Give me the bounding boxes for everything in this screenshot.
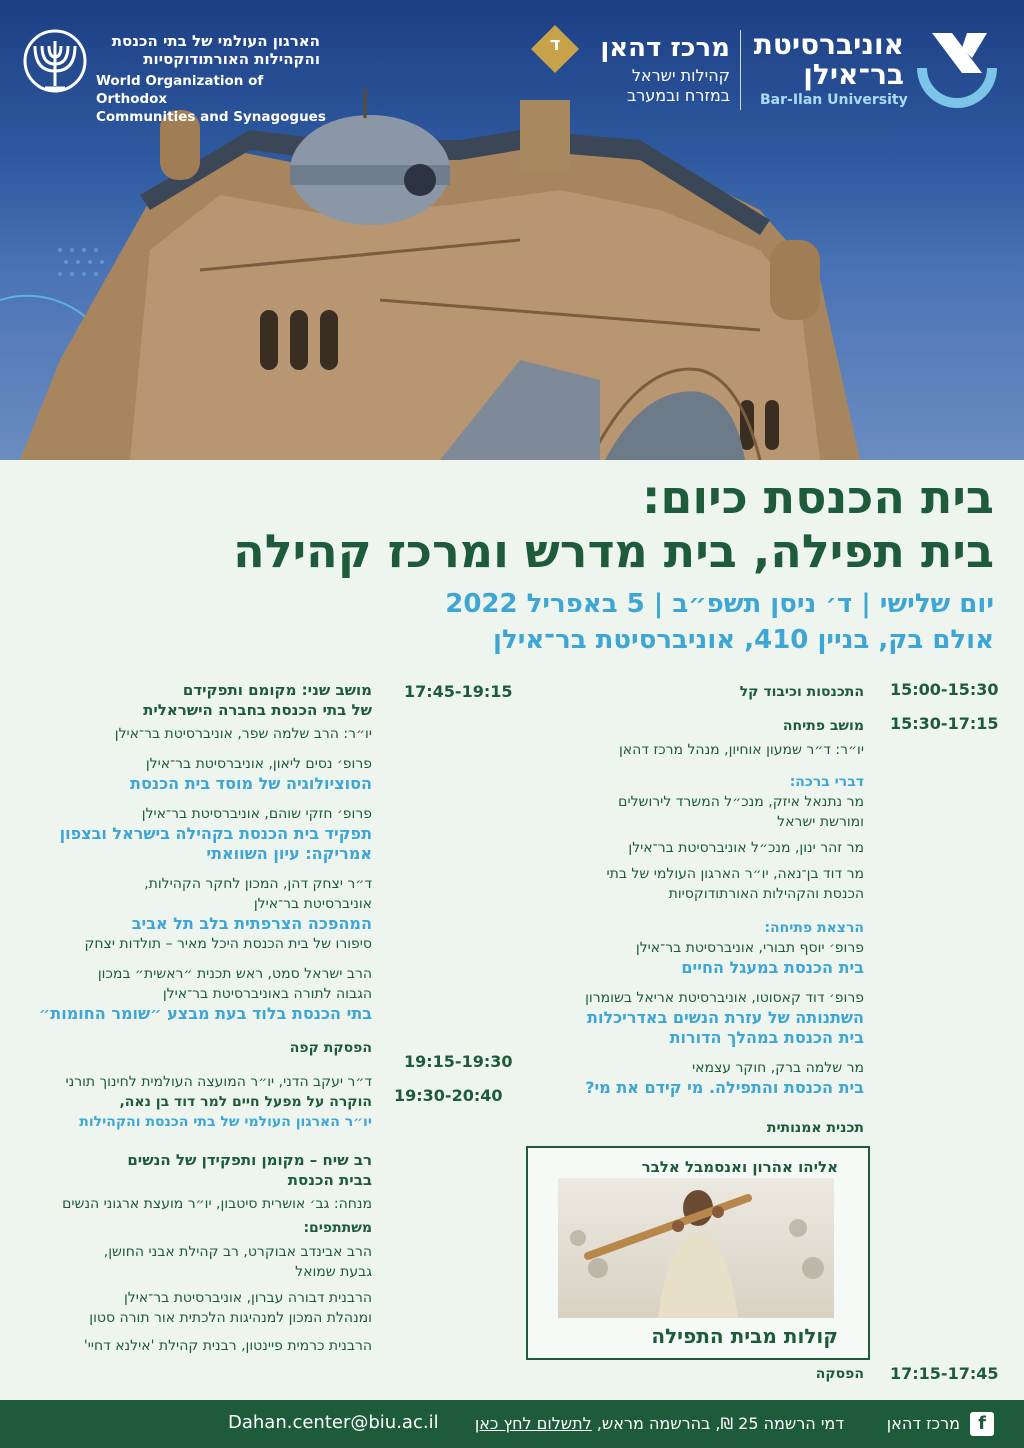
menorah-icon [20, 26, 90, 106]
opening-chair: יו״ר: ד״ר שמעון אוחיון, מנהל מרכז דהאן [618, 742, 864, 758]
session-opening: מושב פתיחה [782, 718, 864, 734]
time-19-30: 19:30-20:40 [394, 1086, 503, 1105]
lecture-3-speaker: מר שלמה ברק, חוקר עצמאי [692, 1060, 864, 1076]
art-performer: אליהו אהרון ואנסמבל אלבר [641, 1158, 838, 1176]
lecture-3-topic: בית הכנסת והתפילה. מי קידם את מי? [585, 1078, 864, 1097]
footer-fee: דמי הרשמה 25 ₪, בהרשמה מראש, [596, 1414, 844, 1433]
bar-ilan-name-en: Bar-Ilan University [760, 92, 908, 108]
speaker-2-topic-b: אמריקה: עיון השוואתי [206, 844, 372, 863]
participant-2a: הרבנית דבורה עברון, אוניברסיטת בר־אילן [123, 1290, 372, 1306]
flute-player-illustration [558, 1178, 834, 1318]
facebook-icon[interactable]: f [970, 1412, 994, 1436]
world-org-name-he: הארגון העולמי של בתי הכנסת והקהילות האורתודוקסיות [111, 32, 320, 68]
speaker-4b: הגבוה לתורה באוניברסיטת בר־אילן [162, 986, 372, 1002]
dahan-center-logo[interactable]: מרכז דהאן קהילות ישראל במזרח ובמערב [600, 33, 730, 105]
schedule-left-column [12, 680, 372, 1356]
time-15-00: 15:00-15:30 [890, 680, 999, 699]
speaker-3b: אוניברסיטת בר־אילן [253, 896, 372, 912]
greeting-3b: הכנסת והקהילות האורתודוקסיות [668, 886, 864, 902]
speaker-4-topic: בתי הכנסת בלוד בעת מבצע ״שומר החומות״ [38, 1004, 372, 1023]
speaker-2-topic-a: תפקיד בית הכנסת בקהילה בישראל ובצפון [59, 824, 372, 843]
honor-title-b: יו״ר הארגון העולמי של בתי הכנסת והקהילות [79, 1114, 372, 1130]
musician-photo [558, 1178, 834, 1318]
world-org-logo[interactable] [20, 26, 90, 106]
bar-ilan-logo[interactable] [912, 28, 1002, 113]
art-program-title: תכנית אמנותית [766, 1120, 864, 1136]
speaker-4a: הרב ישראל סמט, ראש תכנית ״ראשית״ במכון [97, 966, 372, 982]
footer-dahan: מרכז דהאן [886, 1414, 960, 1433]
panel-title-b: בבית הכנסת [287, 1171, 372, 1189]
speaker-2: פרופ׳ חזקי שוהם, אוניברסיטת בר־אילן [141, 806, 372, 822]
greeting-1b: ומורשת ישראל [777, 814, 864, 830]
event-details [94, 586, 994, 658]
greeting-2: מר זהר ינון, מנכ״ל אוניברסיטת בר־אילן [628, 840, 864, 856]
logo-divider [740, 30, 741, 110]
schedule-right-column [524, 682, 864, 1138]
footer-fee-line [475, 1414, 844, 1433]
event-location: אולם בק, בניין 410, אוניברסיטת בר־אילן [493, 625, 994, 655]
participant-2b: ומנהלת המכון למנהיגות הלכתית אור תורה סטון [89, 1310, 372, 1326]
art-program-name: קולות מבית התפילה [651, 1324, 838, 1348]
speaker-1: פרופ׳ נסים ליאון, אוניברסיטת בר־אילן [145, 756, 372, 772]
panel-moderator: מנחה: גב׳ אושרית סיטבון, יו״ר מועצת ארגוני הנשים [62, 1196, 372, 1212]
bar-ilan-emblem-icon [912, 28, 1002, 113]
speaker-1-topic: הסוציולוגיה של מוסד בית הכנסת [130, 774, 372, 793]
footer-email[interactable]: Dahan.center@biu.ac.il [228, 1412, 439, 1433]
art-program-box [526, 1146, 870, 1360]
world-org-name-en: World Organization of Orthodox Communities and Synagogues [96, 73, 326, 125]
footer-bar [0, 1400, 1024, 1448]
dahan-emblem-letter: ד [549, 34, 561, 55]
time-15-30: 15:30-17:15 [890, 714, 999, 733]
time-17-15: 17:15-17:45 [890, 1364, 999, 1383]
coffee-break: הפסקת קפה [289, 1040, 372, 1056]
greetings-title: דברי ברכה: [789, 774, 864, 790]
event-date: יום שלישי | ד׳ ניסן תשפ״ב | 5 באפריל 2022 [445, 589, 994, 619]
participant-1a: הרב אבינדב אבוקרט, רב קהילת אבני החושן, [103, 1244, 372, 1260]
time-17-45: 17:45-19:15 [404, 682, 513, 701]
panel-participants-label: משתתפים: [303, 1220, 372, 1236]
speaker-3-subtopic: סיפורו של בית הכנסת היכל מאיר – תולדות יצחק [84, 936, 372, 952]
time-19-15: 19:15-19:30 [404, 1052, 513, 1071]
participant-1b: גבעת שמואל [295, 1264, 372, 1280]
honor-title-a: הוקרה על מפעל חיים למר דוד בן נאה, [119, 1094, 372, 1110]
page-title: בית הכנסת כיום: בית תפילה, בית מדרש ומרכז קהילה [233, 470, 994, 578]
honor-speaker: ד״ר יעקב הדני, יו״ר המועצה העולמית לחינוך תורני [65, 1074, 372, 1090]
bar-ilan-name-he: אוניברסיטת בר־אילן [753, 28, 904, 91]
lecture-2-speaker: פרופ׳ דוד קאסוטו, אוניברסיטת אריאל בשומרון [585, 990, 864, 1006]
session-two-title-a: מושב שני: מקומם ותפקידם [182, 681, 372, 699]
session-two-chair: יו״ר: הרב שלמה שפר, אוניברסיטת בר־אילן [114, 726, 372, 742]
session-two-title-b: של בתי הכנסת בחברה הישראלית [143, 701, 372, 719]
greeting-1a: מר נתנאל איזק, מנכ״ל המשרד לירושלים [618, 794, 864, 810]
speaker-3-topic: המהפכה הצרפתית בלב תל אביב [131, 914, 372, 933]
session-arrival: התכנסות וכיבוד קל [739, 684, 864, 700]
hero-photo [0, 0, 1024, 460]
panel-title-a: רב שיח – מקומן ותפקידן של הנשים [127, 1151, 372, 1169]
participant-3: הרבנית כרמית פיינטון, רבנית קהילת 'אילנא דחיי' [83, 1338, 372, 1354]
speaker-3a: ד״ר יצחק דהן, המכון לחקר הקהילות, [144, 876, 372, 892]
lecture-2-topic-a: השתנותה של עזרת הנשים באדריכלות [587, 1008, 864, 1027]
lecture-2-topic-b: בית הכנסת במהלך הדורות [669, 1028, 864, 1047]
session-break: הפסקה [815, 1366, 864, 1382]
lecture-1-topic: בית הכנסת במעגל החיים [681, 958, 864, 977]
greeting-3a: מר דוד בן־נאה, יו״ר הארגון העולמי של בתי [606, 866, 864, 882]
payment-link[interactable]: לתשלום לחץ כאן [474, 1414, 592, 1433]
lecture-1-speaker: פרופ׳ יוסף תבורי, אוניברסיטת בר־אילן [635, 940, 864, 956]
lecture-title: הרצאת פתיחה: [764, 920, 864, 936]
